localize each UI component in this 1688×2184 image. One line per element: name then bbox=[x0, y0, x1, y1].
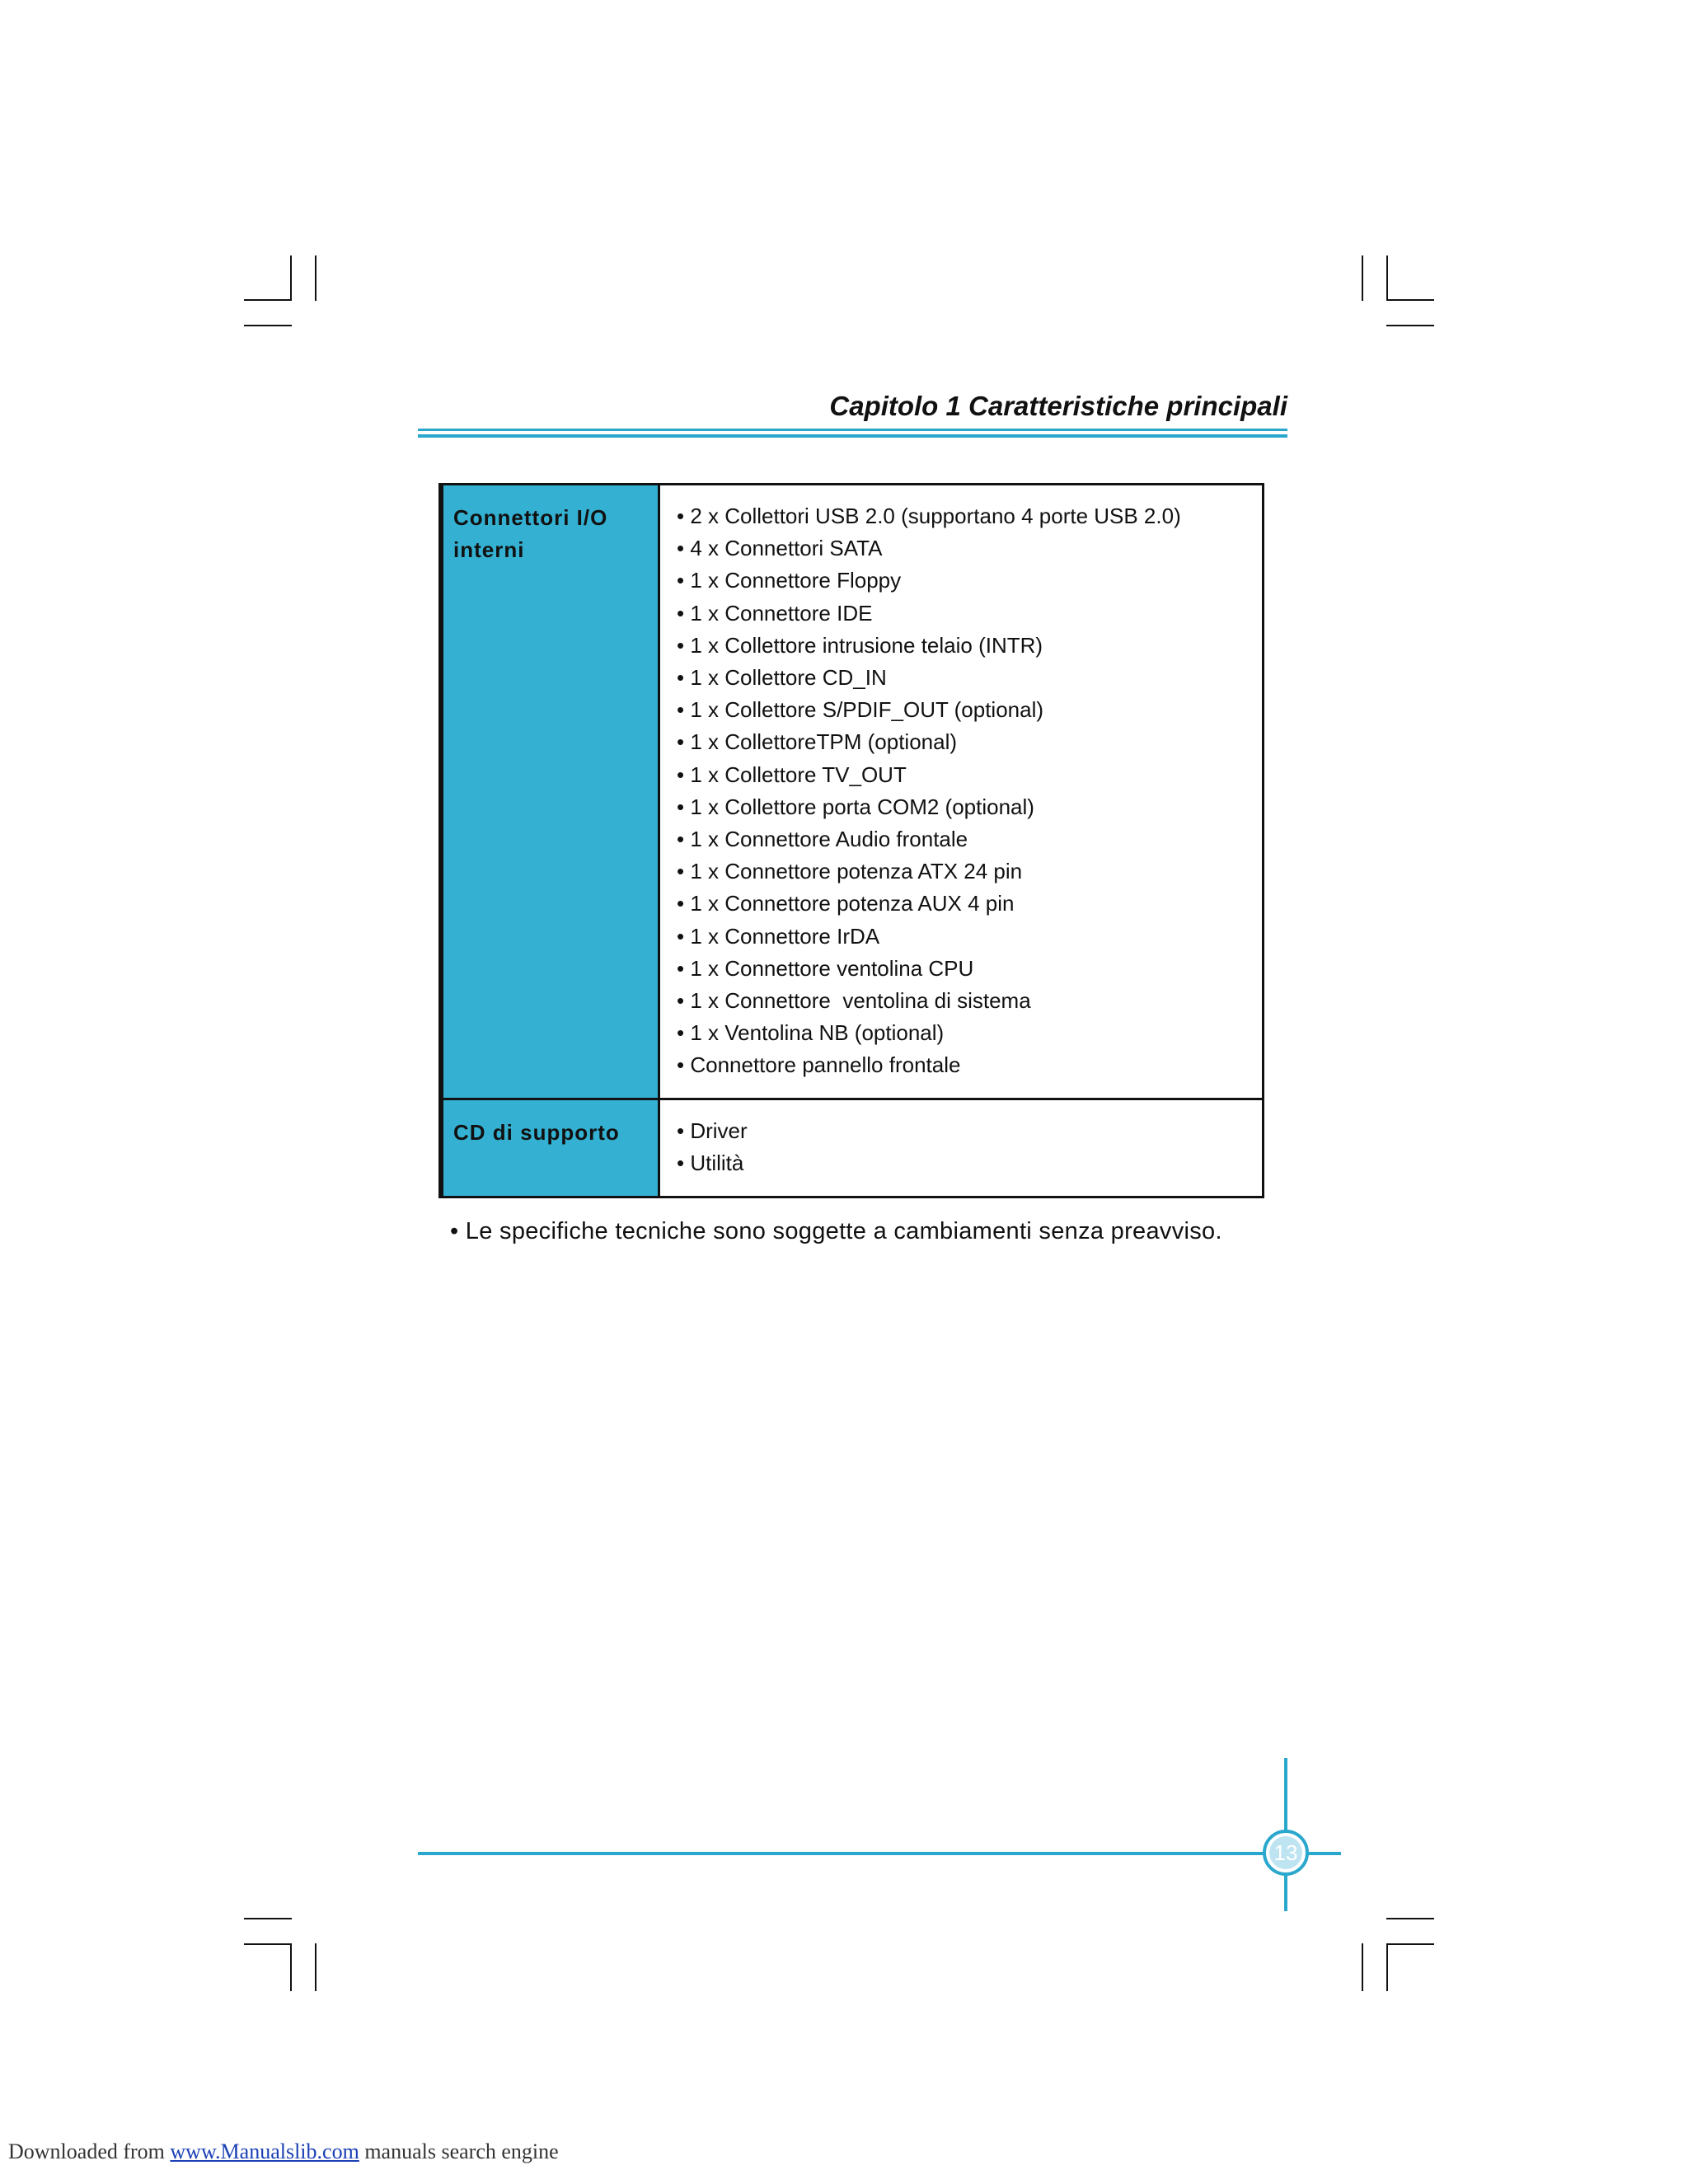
list-item: • 1 x Connettore potenza ATX 24 pin bbox=[677, 855, 1262, 888]
list-item: • 1 x Connettore ventolina CPU bbox=[677, 953, 1262, 985]
crop-mark bbox=[290, 255, 292, 301]
crop-mark bbox=[290, 1943, 292, 1991]
spec-label-line: Connettori I/O bbox=[453, 505, 608, 530]
list-item: • 1 x Collettore S/PDIF_OUT (optional) bbox=[677, 694, 1262, 726]
download-footer bbox=[8, 2139, 559, 2164]
list-item: • 1 x Connettore ventolina di sistema bbox=[677, 985, 1262, 1017]
crop-mark bbox=[244, 299, 292, 301]
list-item: • Utilità bbox=[677, 1147, 1262, 1179]
crop-mark bbox=[1362, 1943, 1363, 1991]
list-item: • Connettore pannello frontale bbox=[677, 1049, 1262, 1081]
list-item: • Driver bbox=[677, 1115, 1262, 1147]
crop-mark bbox=[244, 1918, 292, 1919]
page-rule bbox=[418, 1852, 1341, 1855]
crop-mark bbox=[1386, 1943, 1388, 1991]
crop-mark bbox=[244, 325, 292, 326]
manualslib-link[interactable]: www.Manualslib.com bbox=[170, 2139, 359, 2163]
list-item: • 1 x CollettoreTPM (optional) bbox=[677, 726, 1262, 758]
spec-item-list bbox=[677, 1115, 1262, 1179]
footer-prefix: Downloaded from bbox=[8, 2139, 171, 2163]
spec-label-line: interni bbox=[453, 537, 525, 562]
list-item: • 4 x Connettori SATA bbox=[677, 532, 1262, 565]
list-item: • 1 x Connettore Audio frontale bbox=[677, 823, 1262, 855]
list-item: • 1 x Collettore porta COM2 (optional) bbox=[677, 791, 1262, 823]
crop-mark bbox=[1386, 299, 1434, 301]
crop-mark bbox=[1362, 255, 1363, 301]
crop-mark bbox=[315, 255, 316, 301]
page-number-badge bbox=[1263, 1830, 1309, 1876]
spec-label-cell bbox=[443, 485, 660, 1098]
list-item: • 1 x Connettore Floppy bbox=[677, 565, 1262, 597]
spec-value-cell bbox=[660, 1100, 1262, 1196]
crop-mark bbox=[1386, 325, 1434, 326]
spec-value-cell bbox=[660, 485, 1262, 1098]
header-rule-top bbox=[418, 429, 1287, 431]
list-item: • 1 x Connettore potenza AUX 4 pin bbox=[677, 888, 1262, 920]
crop-mark bbox=[1386, 255, 1388, 301]
list-item: • 1 x Connettore IDE bbox=[677, 598, 1262, 630]
crop-mark bbox=[1386, 1918, 1434, 1919]
footer-suffix: manuals search engine bbox=[359, 2139, 559, 2163]
spec-row-internal-connectors bbox=[443, 485, 1262, 1100]
list-item: • 1 x Connettore IrDA bbox=[677, 921, 1262, 953]
list-item: • 1 x Collettore TV_OUT bbox=[677, 759, 1262, 791]
header-rule-bottom bbox=[418, 434, 1287, 438]
crop-mark bbox=[315, 1943, 316, 1991]
page-number: 13 bbox=[1269, 1836, 1302, 1869]
spec-table bbox=[438, 483, 1264, 1198]
spec-item-list bbox=[677, 500, 1262, 1082]
chapter-title: Capitolo 1 Caratteristiche principali bbox=[829, 391, 1287, 421]
list-item: • 1 x Ventolina NB (optional) bbox=[677, 1017, 1262, 1049]
spec-label-line: CD di supporto bbox=[453, 1120, 620, 1145]
crop-mark bbox=[244, 1943, 292, 1945]
list-item: • 1 x Collettore CD_IN bbox=[677, 662, 1262, 694]
list-item: • 1 x Collettore intrusione telaio (INTR) bbox=[677, 630, 1262, 662]
spec-row-support-cd bbox=[443, 1100, 1262, 1196]
crop-mark bbox=[1386, 1943, 1434, 1945]
list-item: • 2 x Collettori USB 2.0 (supportano 4 porte USB 2.0) bbox=[677, 500, 1262, 532]
spec-label-cell bbox=[443, 1100, 660, 1196]
specification-note: • Le specifiche tecniche sono soggette a cambiamenti senza preavviso. bbox=[450, 1218, 1222, 1244]
